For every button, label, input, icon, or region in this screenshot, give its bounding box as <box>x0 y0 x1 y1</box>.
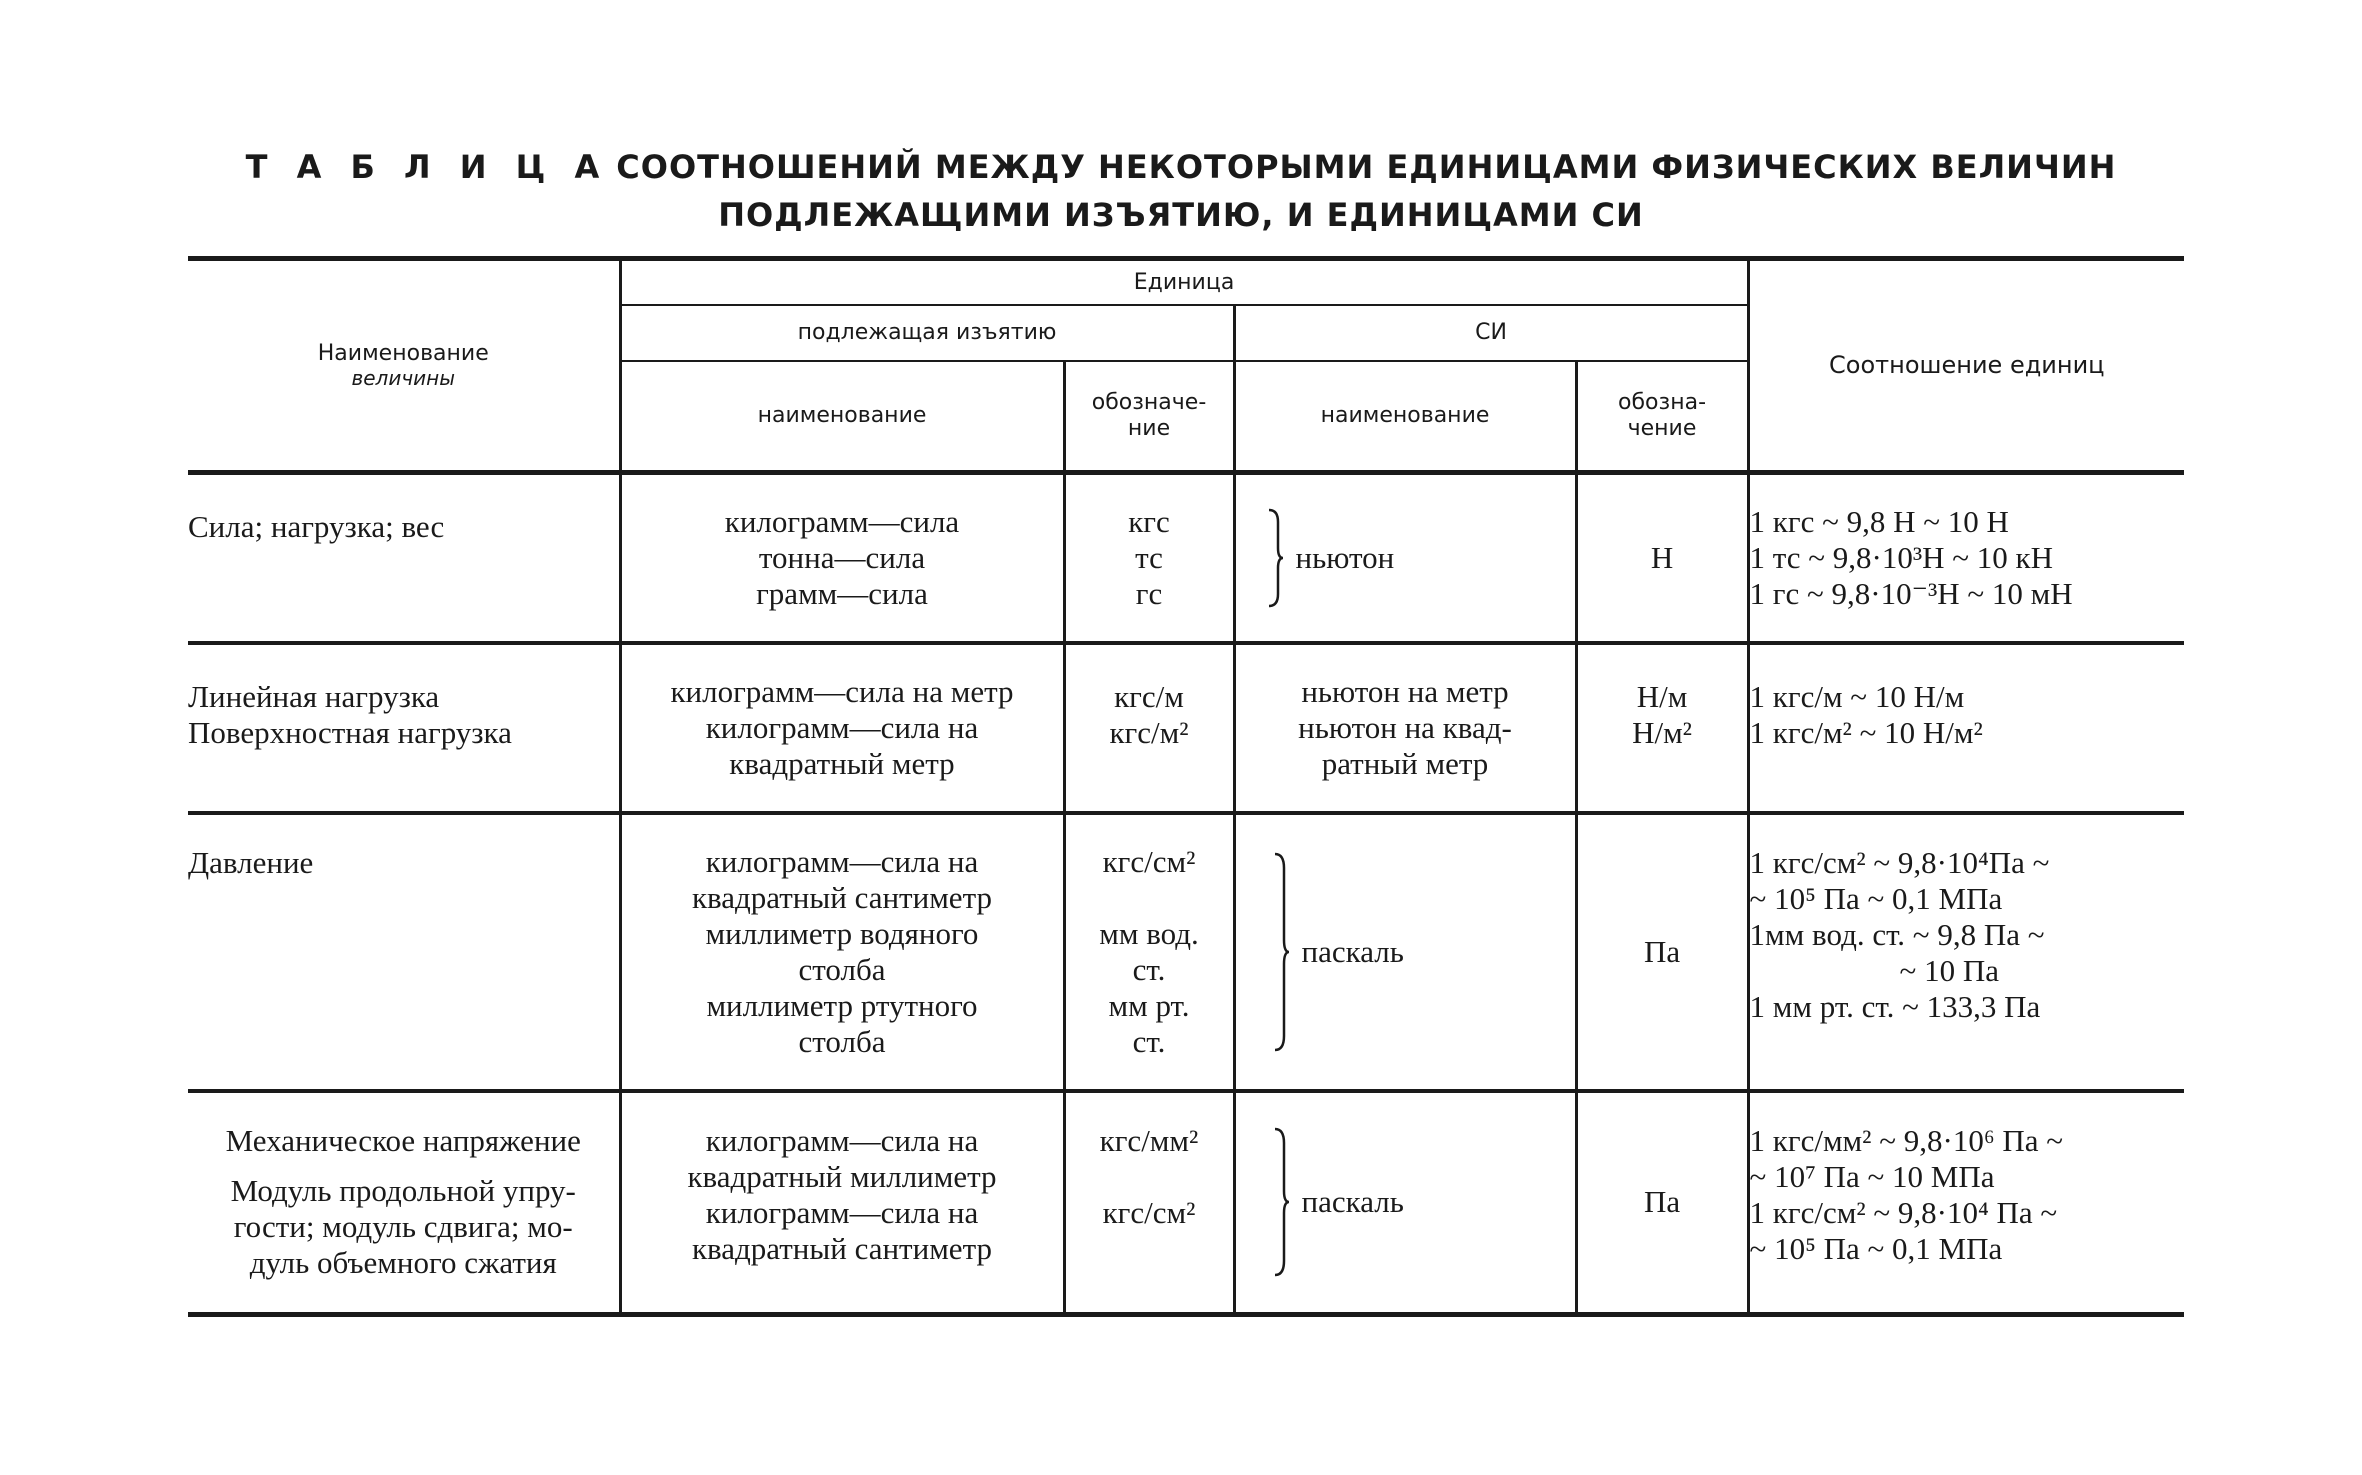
brace-icon <box>1266 508 1284 608</box>
header-ratio: Соотношение единиц <box>1748 259 2184 473</box>
table-title-line-2: ПОДЛЕЖАЩИМИ ИЗЪЯТИЮ, И ЕДИНИЦАМИ СИ <box>718 196 1644 234</box>
header-si-symbol: обозна- чение <box>1576 361 1748 473</box>
table-row <box>188 643 2184 813</box>
row-si-symbol: Н/м Н/м² <box>1576 643 1748 813</box>
table-row <box>188 813 2184 1091</box>
table-title-line-1 <box>0 148 2362 186</box>
table-body <box>188 473 2184 1315</box>
table-title-word: Т А Б Л И Ц А <box>245 148 609 186</box>
table-row <box>188 1091 2184 1315</box>
header-si-name: наименование <box>1234 361 1576 473</box>
row-ratio: 1 кгс/см² ~ 9,8·10⁴Па ~ ~ 10⁵ Па ~ 0,1 МПа 1мм вод. ст. ~ 9,8 Па ~ ~ 10 Па 1 мм рт. ст. ~ 133,3 Па <box>1748 813 2184 1091</box>
row-quantity: Линейная нагрузка Поверхностная нагрузка <box>188 643 620 813</box>
row-old-names: килограмм—сила на квадратный сантиметр миллиметр водяного столба миллиметр ртутного столба <box>620 813 1064 1091</box>
header-unit-group: Единица <box>620 259 1748 305</box>
table-header <box>188 259 2184 473</box>
row-ratio: 1 кгс/м ~ 10 Н/м 1 кгс/м² ~ 10 Н/м² <box>1748 643 2184 813</box>
row-quantity: Сила; нагрузка; вес <box>188 473 620 643</box>
row-ratio: 1 кгс ~ 9,8 Н ~ 10 Н 1 тс ~ 9,8·10³Н ~ 10 кН 1 гс ~ 9,8·10⁻³Н ~ 10 мН <box>1748 473 2184 643</box>
row-old-symbols: кгс/мм² кгс/см² <box>1064 1091 1234 1315</box>
brace-icon <box>1272 852 1290 1052</box>
row-si-symbol: Н <box>1576 473 1748 643</box>
conversion-table-wrapper <box>188 256 2184 1317</box>
row-old-symbols: кгс/см² мм вод. ст. мм рт. ст. <box>1064 813 1234 1091</box>
row-si-name: ньютон на метр ньютон на квад- ратный метр <box>1234 643 1576 813</box>
row-si-name: ньютон <box>1234 473 1576 643</box>
conversion-table <box>188 256 2184 1317</box>
header-withdrawn-group: подлежащая изъятию <box>620 305 1234 361</box>
row-old-symbols: кгс/м кгс/м² <box>1064 643 1234 813</box>
row-si-name: паскаль <box>1234 813 1576 1091</box>
row-old-names: килограмм—сила на метр килограмм—сила на квадратный метр <box>620 643 1064 813</box>
brace-icon <box>1272 1127 1290 1277</box>
row-old-names: килограмм—сила тонна—сила грамм—сила <box>620 473 1064 643</box>
row-si-symbol: Па <box>1576 1091 1748 1315</box>
header-withdrawn-symbol: обозначе- ние <box>1064 361 1234 473</box>
table-title-rest: СООТНОШЕНИЙ МЕЖДУ НЕКОТОРЫМИ ЕДИНИЦАМИ ФИЗИЧЕСКИХ ВЕЛИЧИН <box>616 148 2117 186</box>
row-quantity: Давление <box>188 813 620 1091</box>
table-row <box>188 473 2184 643</box>
row-ratio: 1 кгс/мм² ~ 9,8·10⁶ Па ~ ~ 10⁷ Па ~ 10 МПа 1 кгс/см² ~ 9,8·10⁴ Па ~ ~ 10⁵ Па ~ 0,1 МПа <box>1748 1091 2184 1315</box>
row-si-symbol: Па <box>1576 813 1748 1091</box>
row-old-names: килограмм—сила на квадратный миллиметр килограмм—сила на квадратный сантиметр <box>620 1091 1064 1315</box>
row-old-symbols: кгс тс гс <box>1064 473 1234 643</box>
header-withdrawn-name: наименование <box>620 361 1064 473</box>
row-si-name: паскаль <box>1234 1091 1576 1315</box>
header-quantity: Наименование величины <box>188 259 620 473</box>
row-quantity: Механическое напряжение Модуль продольной упру- гости; модуль сдвига; мо- дуль объемного сжатия <box>188 1091 620 1315</box>
header-si-group: СИ <box>1234 305 1748 361</box>
